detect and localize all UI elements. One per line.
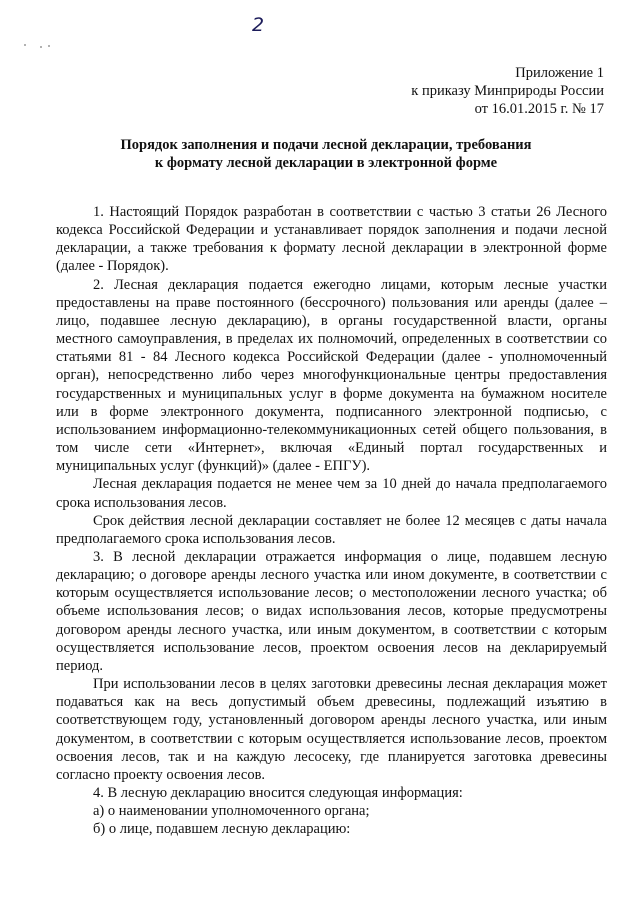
paragraph: 1. Настоящий Порядок разработан в соответствии с частью 3 статьи 26 Лесного кодекса Российской Федерации и устанавливает порядок заполнения и подачи лесной декларации, а также требования к формату лесной декларации в электронной форме (далее - Порядок). [56,204,607,275]
title-line: к формату лесной декларации в электронной форме [154,155,498,171]
order-date-number: от 16.01.2015 г. № 17 [474,101,604,117]
paragraph: Срок действия лесной декларации составляет не более 12 месяцев с даты начала предполагаемого срока использования лесов. [56,512,607,547]
scan-speck [40,46,42,48]
list-line: 4. В лесную декларацию вносится следующая информация: [93,785,463,801]
order-reference: к приказу Минприроды России [411,83,604,99]
paragraph: 3. В лесной декларации отражается информация о лице, подавшем лесную декларацию; о договоре аренды лесного участка или ином документе, в соответствии с которым осуществляется использование лесов; о местоположении лесного участка; об объеме использования лесов; о видах использования лесов, которые предусмотрены договором аренды лесного участка, или иным документом, в соответствии с которым осуществляется использование лесов, проектом освоения лесов на декларируемый период. [56,548,607,674]
scan-speck [24,44,26,46]
paragraph: Лесная декларация подается не менее чем за 10 дней до начала предполагаемого срока использования лесов. [56,476,607,511]
paragraph: 2. Лесная декларация подается ежегодно лицами, которым лесные участки предоставлены на праве постоянного (бессрочного) пользования или аренды (далее – лицо, подавшее лесную декларацию), в органы государственной власти, органы местного самоуправления, в пределах их полномочий, определенных в соответствии со статьями 81 - 84 Лесного кодекса Российской Федерации (далее - уполномоченный орган), непосредственно либо через многофункциональные центры предоставления государственных и муниципальных услуг в форме документа на бумажном носителе или в форме электронного документа, подписанного электронной подписью, с использованием информационно-телекоммуникационных сетей общего пользования, в том числе сети «Интернет», включая «Единый портал государственных и муниципальных услуг (функций)» (далее - ЕПГУ). [56,276,607,475]
paragraph: При использовании лесов в целях заготовки древесины лесная декларация может подаваться как на весь допустимый объем древесины, подлежащий изъятию в соответствующем году, установленный договором аренды лесного участка, или иным документом, в соответствии с которым осуществляется использование лесов, проектом освоения лесов, так и на каждую лесосеку, где планируется заготовка древесины согласно проекту освоения лесов. [56,676,607,783]
scan-speck [48,45,50,47]
title-line: Порядок заполнения и подачи лесной декларации, требования [120,137,532,153]
list-line: б) о лице, подавшем лесную декларацию: [93,821,351,838]
document-title [56,136,596,172]
page-number: 2 [252,14,265,36]
appendix-line: Приложение 1 [515,65,604,81]
appendix-block [264,64,604,118]
document-body [56,203,607,838]
list-line: а) о наименовании уполномоченного органа; [93,803,370,820]
